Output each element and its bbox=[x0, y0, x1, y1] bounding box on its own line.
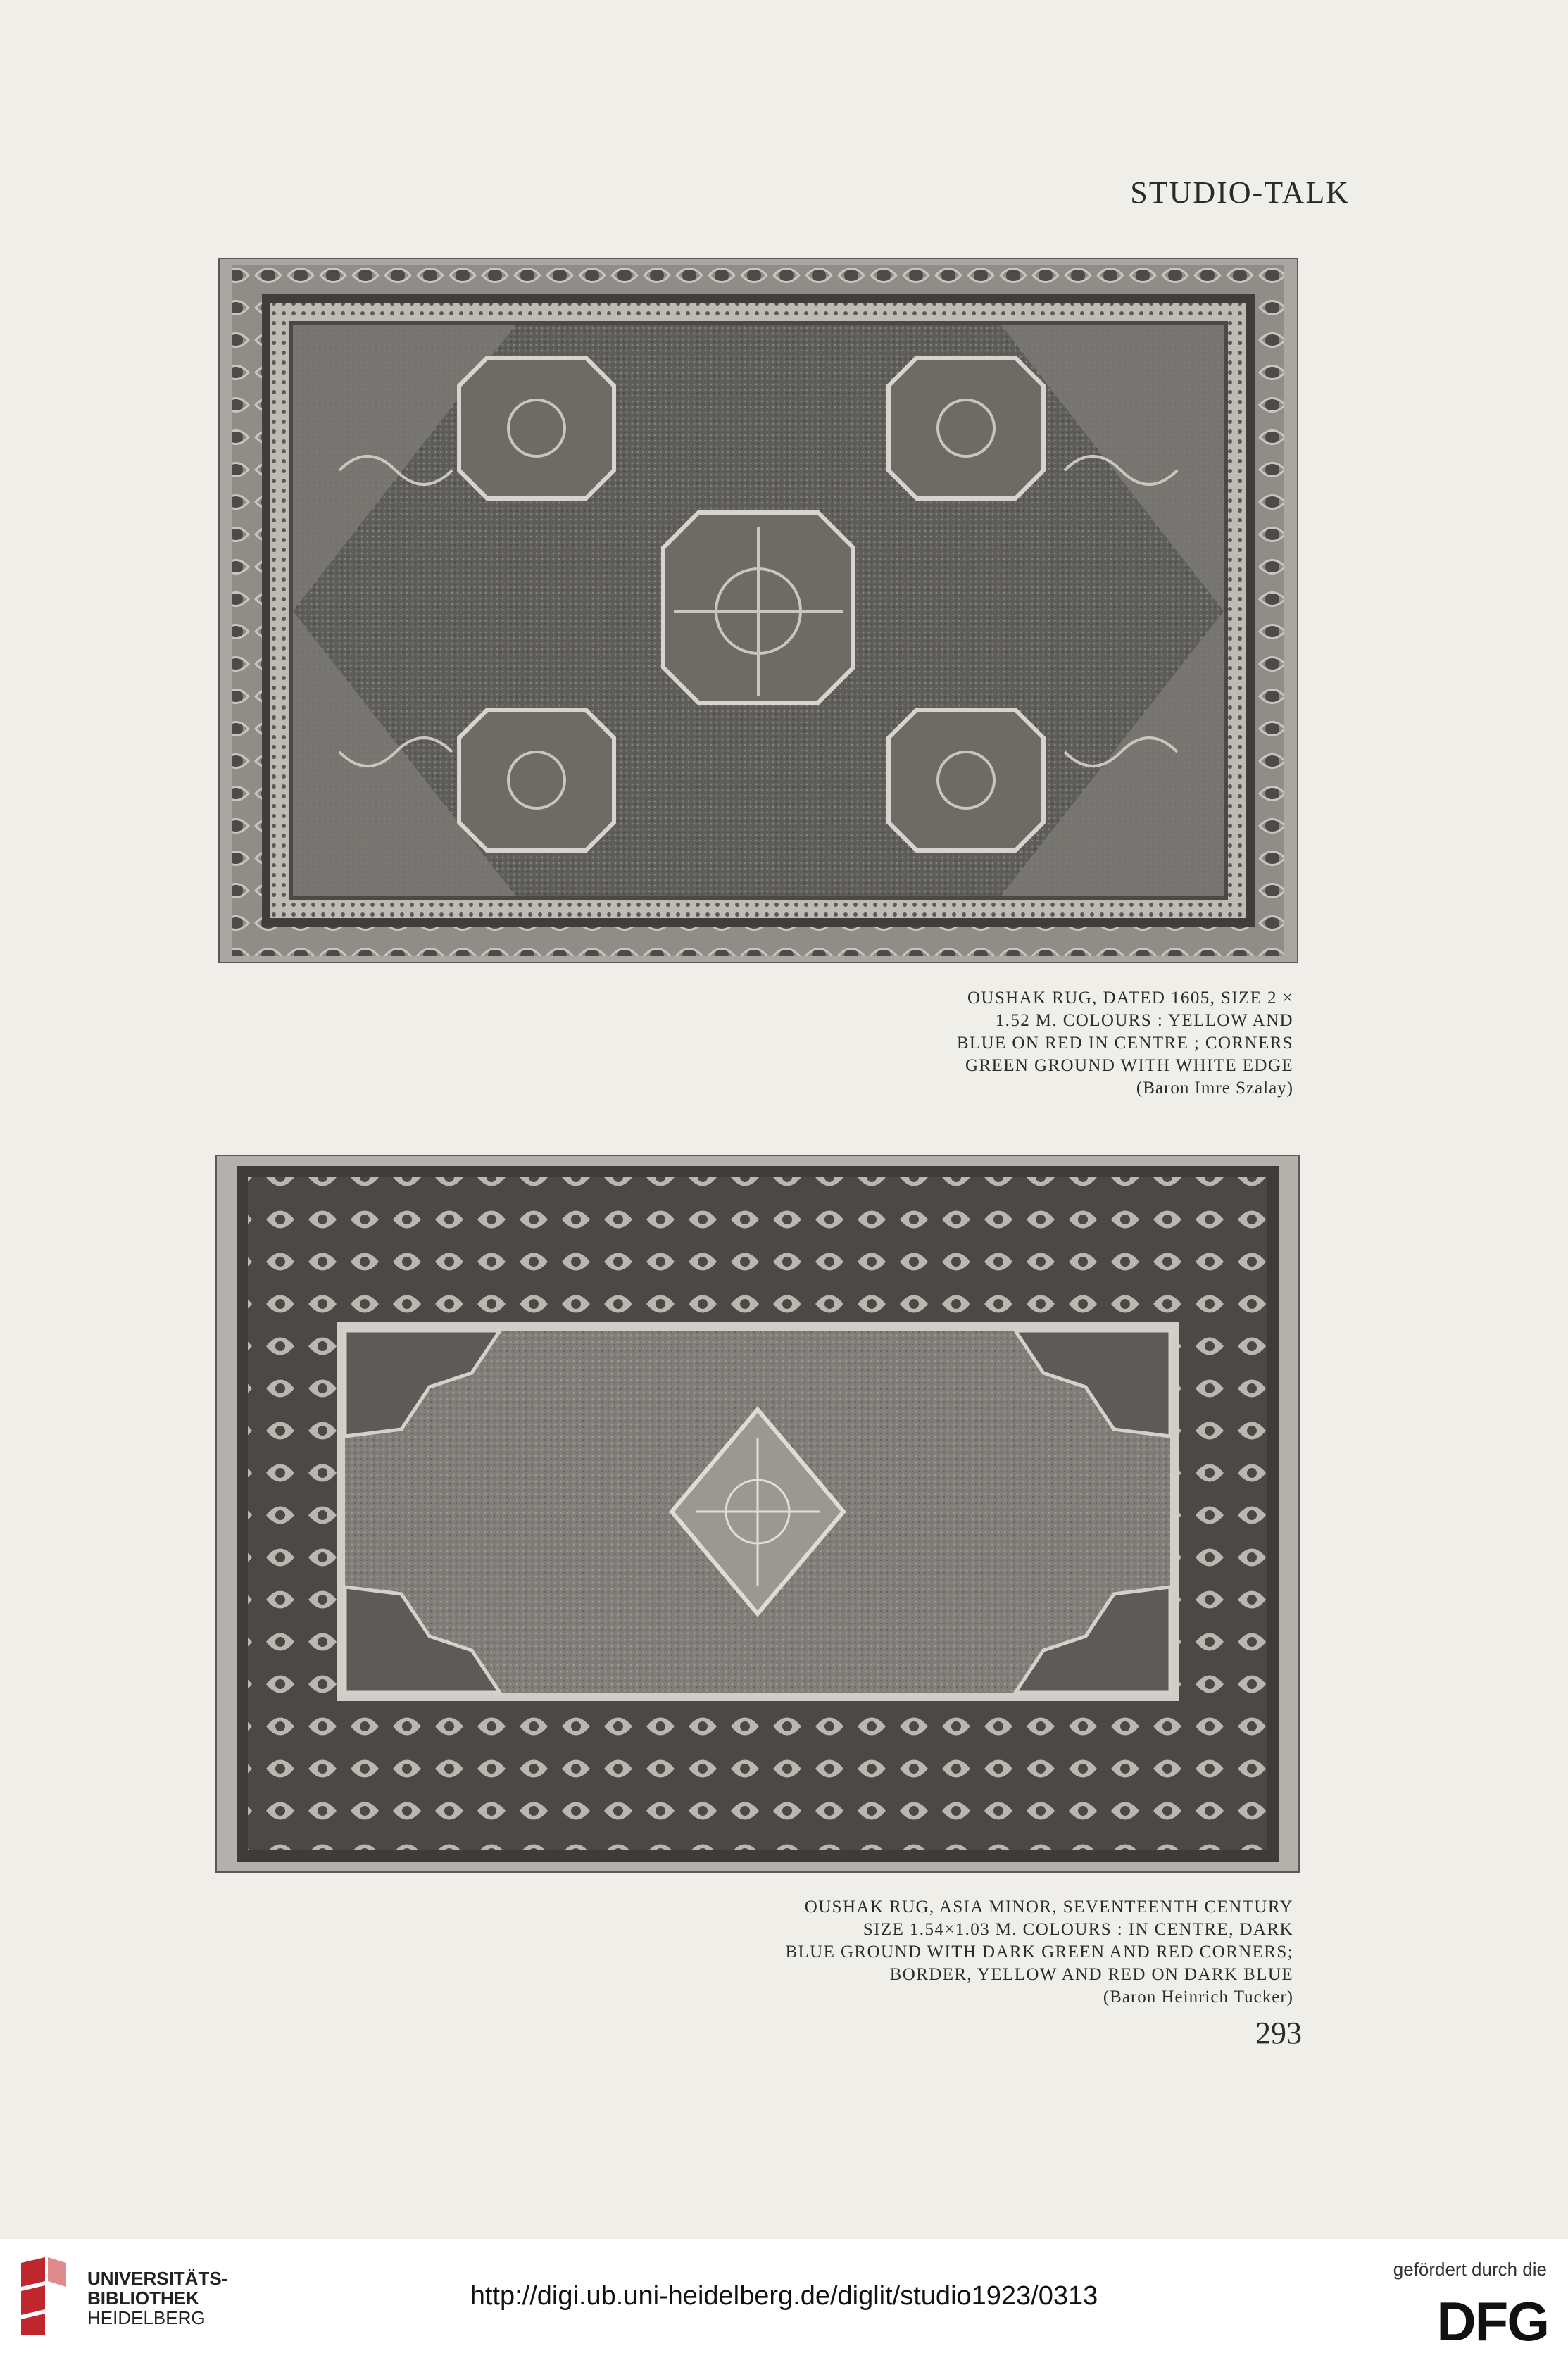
rug-photograph-2 bbox=[217, 1156, 1298, 1871]
library-name-line: UNIVERSITÄTS- bbox=[87, 2268, 228, 2289]
caption-line: SIZE 1.54×1.03 M. COLOURS : IN CENTRE, DARK bbox=[863, 1920, 1293, 1939]
digitization-footer bbox=[0, 2239, 1568, 2353]
caption-line: BLUE GROUND WITH DARK GREEN AND RED CORNERS; bbox=[785, 1943, 1293, 1962]
caption-credit: (Baron Heinrich Tucker) bbox=[1103, 1988, 1293, 2007]
funder-label: gefördert durch die bbox=[1393, 2259, 1547, 2280]
running-head: STUDIO-TALK bbox=[1130, 175, 1350, 210]
rug-illustration-2 bbox=[217, 1156, 1298, 1871]
caption-line: BORDER, YELLOW AND RED ON DARK BLUE bbox=[889, 1965, 1293, 1984]
library-name-line: HEIDELBERG bbox=[87, 2307, 206, 2328]
dfg-logo: DFG bbox=[1436, 2290, 1548, 2352]
caption-line: OUSHAK RUG, ASIA MINOR, SEVENTEENTH CENTURY bbox=[804, 1897, 1293, 1916]
caption-line: 1.52 M. COLOURS : YELLOW AND bbox=[995, 1011, 1293, 1030]
caption-credit: (Baron Imre Szalay) bbox=[1136, 1079, 1293, 1098]
rug-photograph-1 bbox=[220, 259, 1297, 962]
rug-illustration-1 bbox=[220, 259, 1297, 962]
figure-caption-2 bbox=[758, 1896, 1293, 2009]
permalink-url[interactable]: http://digi.ub.uni-heidelberg.de/diglit/studio1923/0313 bbox=[470, 2281, 1098, 2311]
caption-line: GREEN GROUND WITH WHITE EDGE bbox=[965, 1056, 1293, 1075]
figure-caption-1 bbox=[899, 987, 1293, 1100]
caption-line: OUSHAK RUG, DATED 1605, SIZE 2 × bbox=[967, 989, 1293, 1008]
library-name-line: BIBLIOTHEK bbox=[87, 2288, 199, 2309]
page-number: 293 bbox=[1255, 2016, 1302, 2050]
caption-line: BLUE ON RED IN CENTRE ; CORNERS bbox=[956, 1034, 1293, 1053]
